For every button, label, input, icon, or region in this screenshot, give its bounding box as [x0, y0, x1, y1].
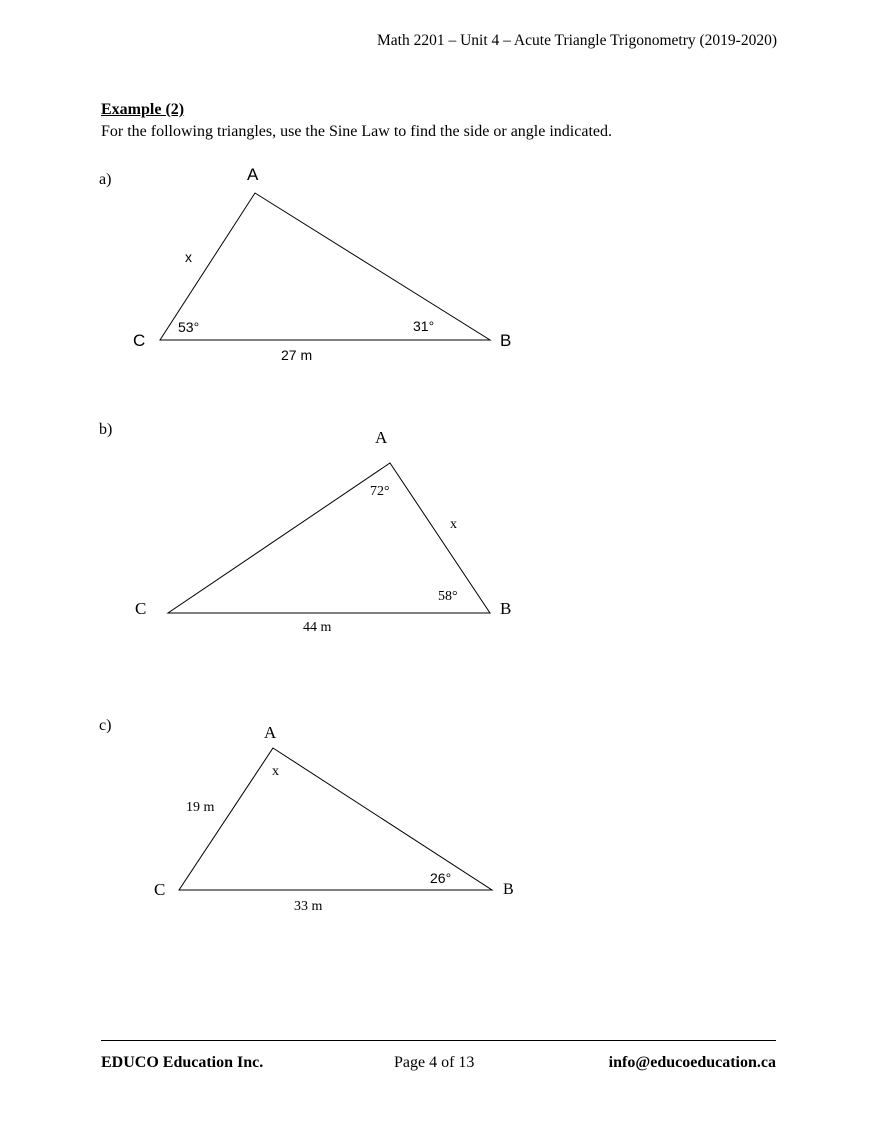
example-title: Example (2)	[101, 101, 185, 118]
triangle-c	[0, 715, 878, 920]
triangle-a	[0, 160, 878, 370]
triangle-a-angle-b: 31°	[413, 318, 435, 334]
part-a-label: a)	[99, 171, 112, 188]
part-c-label: c)	[99, 717, 112, 734]
triangle-a-side-ac: x	[185, 249, 192, 265]
triangle-a-shape	[160, 193, 490, 340]
triangle-a-vertex-b: B	[500, 331, 512, 350]
triangle-c-side-ac: 19 m	[186, 800, 215, 815]
footer-company: EDUCO Education Inc.	[101, 1054, 264, 1071]
page-header: Math 2201 – Unit 4 – Acute Triangle Trigonometry (2019-2020)	[377, 32, 777, 49]
footer-page-number: Page 4 of 13	[394, 1054, 475, 1071]
triangle-c-vertex-b: B	[503, 881, 514, 898]
footer-divider	[101, 1040, 776, 1041]
triangle-c-shape	[179, 748, 492, 890]
triangle-c-side-cb: 33 m	[294, 899, 323, 914]
triangle-c-vertex-a: A	[264, 723, 277, 742]
triangle-a-side-cb: 27 m	[281, 347, 313, 363]
triangle-c-angle-b: 26°	[430, 870, 452, 886]
triangle-b-vertex-a: A	[375, 428, 388, 447]
triangle-a-angle-c: 53°	[178, 319, 200, 335]
triangle-a-vertex-a: A	[247, 165, 259, 184]
triangle-b-side-cb: 44 m	[303, 620, 332, 635]
triangle-c-angle-a: x	[272, 764, 279, 779]
triangle-a-vertex-c: C	[133, 331, 146, 350]
triangle-b-angle-b: 58°	[438, 589, 458, 604]
triangle-b-side-ab: x	[450, 517, 457, 532]
triangle-b-vertex-b: B	[500, 599, 512, 618]
triangle-b-angle-a: 72°	[370, 484, 390, 499]
triangle-c-vertex-c: C	[154, 880, 166, 899]
footer-email: info@educoeducation.ca	[608, 1054, 776, 1071]
triangle-b	[0, 420, 878, 640]
instructions: For the following triangles, use the Sine Law to find the side or angle indicated.	[101, 123, 612, 140]
part-b-label: b)	[99, 421, 113, 438]
triangle-b-vertex-c: C	[135, 599, 147, 618]
